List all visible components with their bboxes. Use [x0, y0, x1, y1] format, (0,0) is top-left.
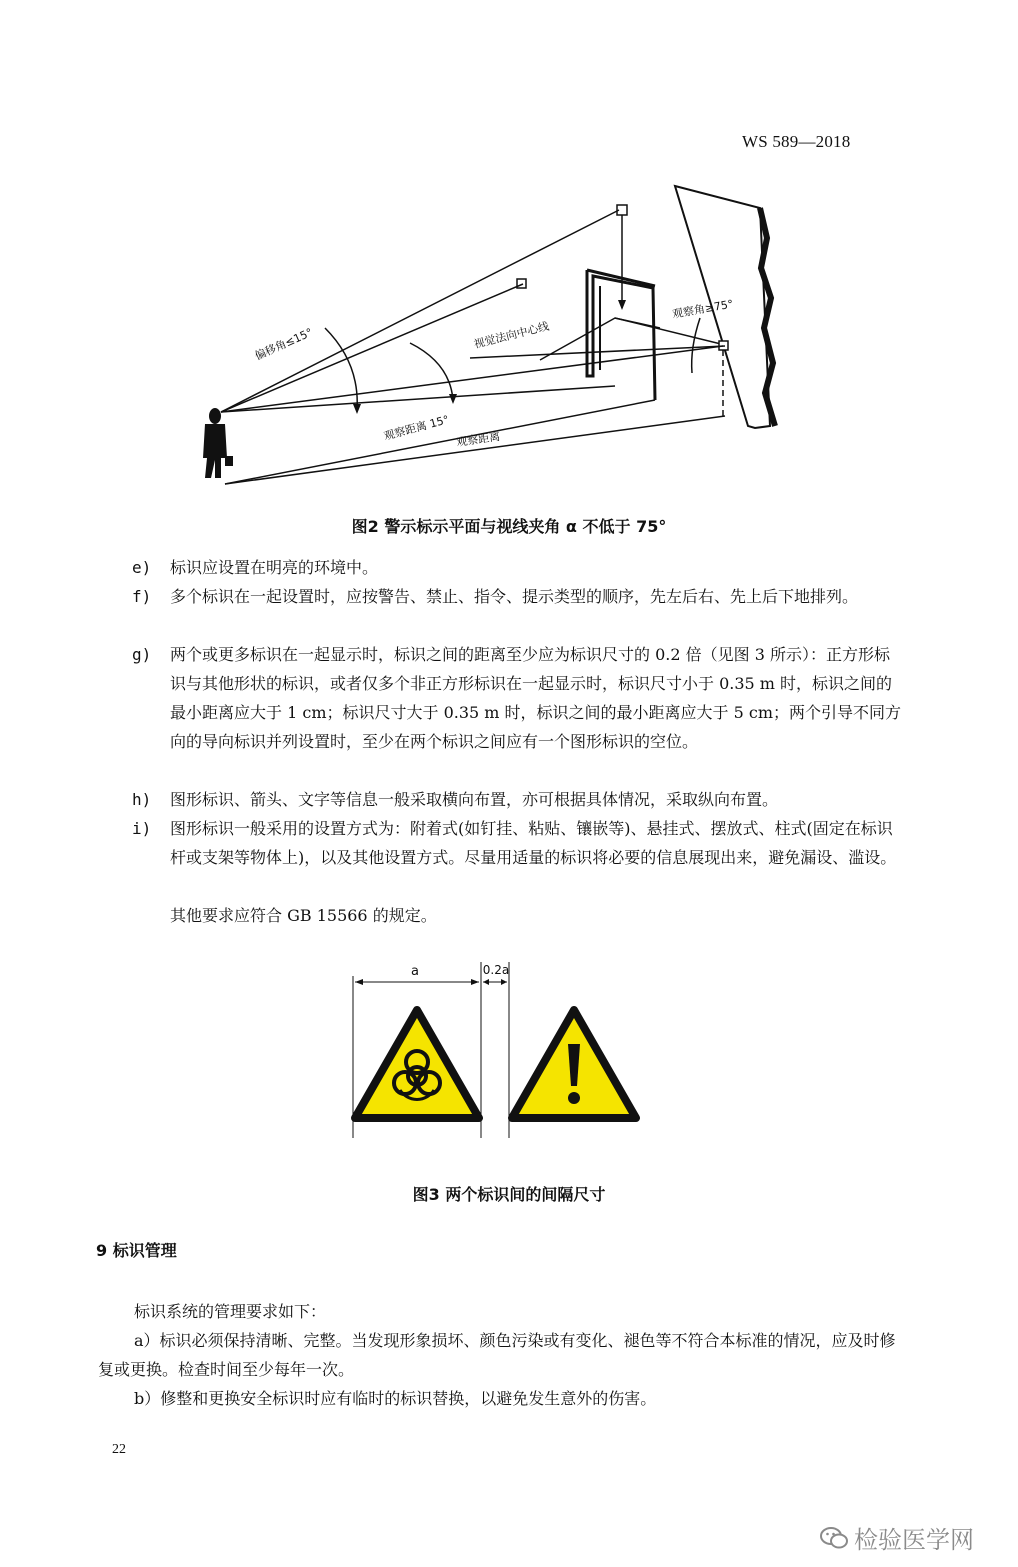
other-requirements — [132, 901, 902, 930]
list-label: e) — [132, 558, 152, 577]
biohazard-sign — [355, 1010, 479, 1118]
section-9-intro: 标识系统的管理要求如下： — [134, 1302, 327, 1321]
list-label: g) — [132, 645, 152, 664]
list-text: 标识应设置在明亮的环境中。 — [170, 558, 379, 577]
list-item-i — [132, 814, 902, 872]
distance-label: 观察距离 — [455, 429, 501, 449]
list-text: 图形标识、箭头、文字等信息一般采取横向布置，亦可根据具体情况，采取纵向布置。 — [170, 790, 779, 809]
section-9-item-b: b）修整和更换安全标识时应有临时的标识替换，以避免发生意外的伤害。 — [134, 1389, 657, 1408]
visual-normal-label: 视觉法向中心线 — [472, 319, 551, 351]
viewing-angle-label: 观察角≥75° — [671, 297, 735, 321]
figure-2-caption: 图2 警示标示平面与视线夹角 α 不低于 75° — [351, 517, 667, 536]
list-text: 两个或更多标识在一起显示时，标识之间的距离至少应为标识尺寸的 0.2 倍（见图 3 所示）：正方形标识与其他形状的标识，或者仅多个非正方形标识在一起显示时，标识尺寸小于 0.35 m 时，标识之间的最小距离应大于 1 cm；标识尺寸大于 0.35 m 时，标识之间的最小距离应大于 5 cm；两个引导不同方向的导向标识并列设置时，至少在两个标识之间应有一个图形标识的空位。 — [170, 645, 902, 751]
list-label: i) — [132, 819, 152, 838]
figure-2-diagram — [195, 178, 805, 496]
warning-sign — [512, 1010, 636, 1118]
list-text: 多个标识在一起设置时，应按警告、禁止、指令、提示类型的顺序，先左后右、先上后下地排列。 — [170, 587, 859, 606]
page-number: 22 — [112, 1442, 126, 1457]
watermark-text: 检验医学网 — [854, 1526, 974, 1554]
list-label: f) — [132, 587, 152, 606]
standard-number: WS 589—2018 — [742, 132, 851, 151]
person-figure — [203, 408, 233, 478]
distance-15-label: 观察距离 15° — [382, 412, 451, 443]
list-item-g — [132, 640, 902, 756]
wechat-icon — [820, 1527, 848, 1549]
dim-a-label: a — [411, 964, 419, 979]
watermark — [820, 1520, 974, 1555]
dim-gap-label: 0.2a — [482, 963, 510, 977]
other-requirements-text: 其他要求应符合 GB 15566 的规定。 — [170, 906, 437, 925]
door-frame — [587, 270, 655, 400]
section-9-item-a: a）标识必须保持清晰、完整。当发现形象损坏、颜色污染或有变化、褪色等不符合本标准的情况，应及时修复或更换。检查时间至少每年一次。 — [98, 1331, 896, 1379]
list-item-e — [132, 553, 902, 582]
list-item-h — [132, 785, 902, 814]
section-9-title: 9 标识管理 — [96, 1241, 177, 1260]
figure-3-caption: 图3 两个标识间的间隔尺寸 — [412, 1185, 606, 1204]
list-text: 图形标识一般采用的设置方式为：附着式(如钉挂、粘贴、镶嵌等)、悬挂式、摆放式、柱式(固定在标识杆或支架等物体上)，以及其他设置方式。尽量用适量的标识将必要的信息展现出来，避免漏设、滥设。 — [170, 819, 897, 867]
list-item-f — [132, 582, 902, 611]
list-label: h) — [132, 790, 152, 809]
offset-angle-label: 偏移角≤15° — [252, 325, 315, 363]
figure-3-diagram — [345, 958, 645, 1140]
